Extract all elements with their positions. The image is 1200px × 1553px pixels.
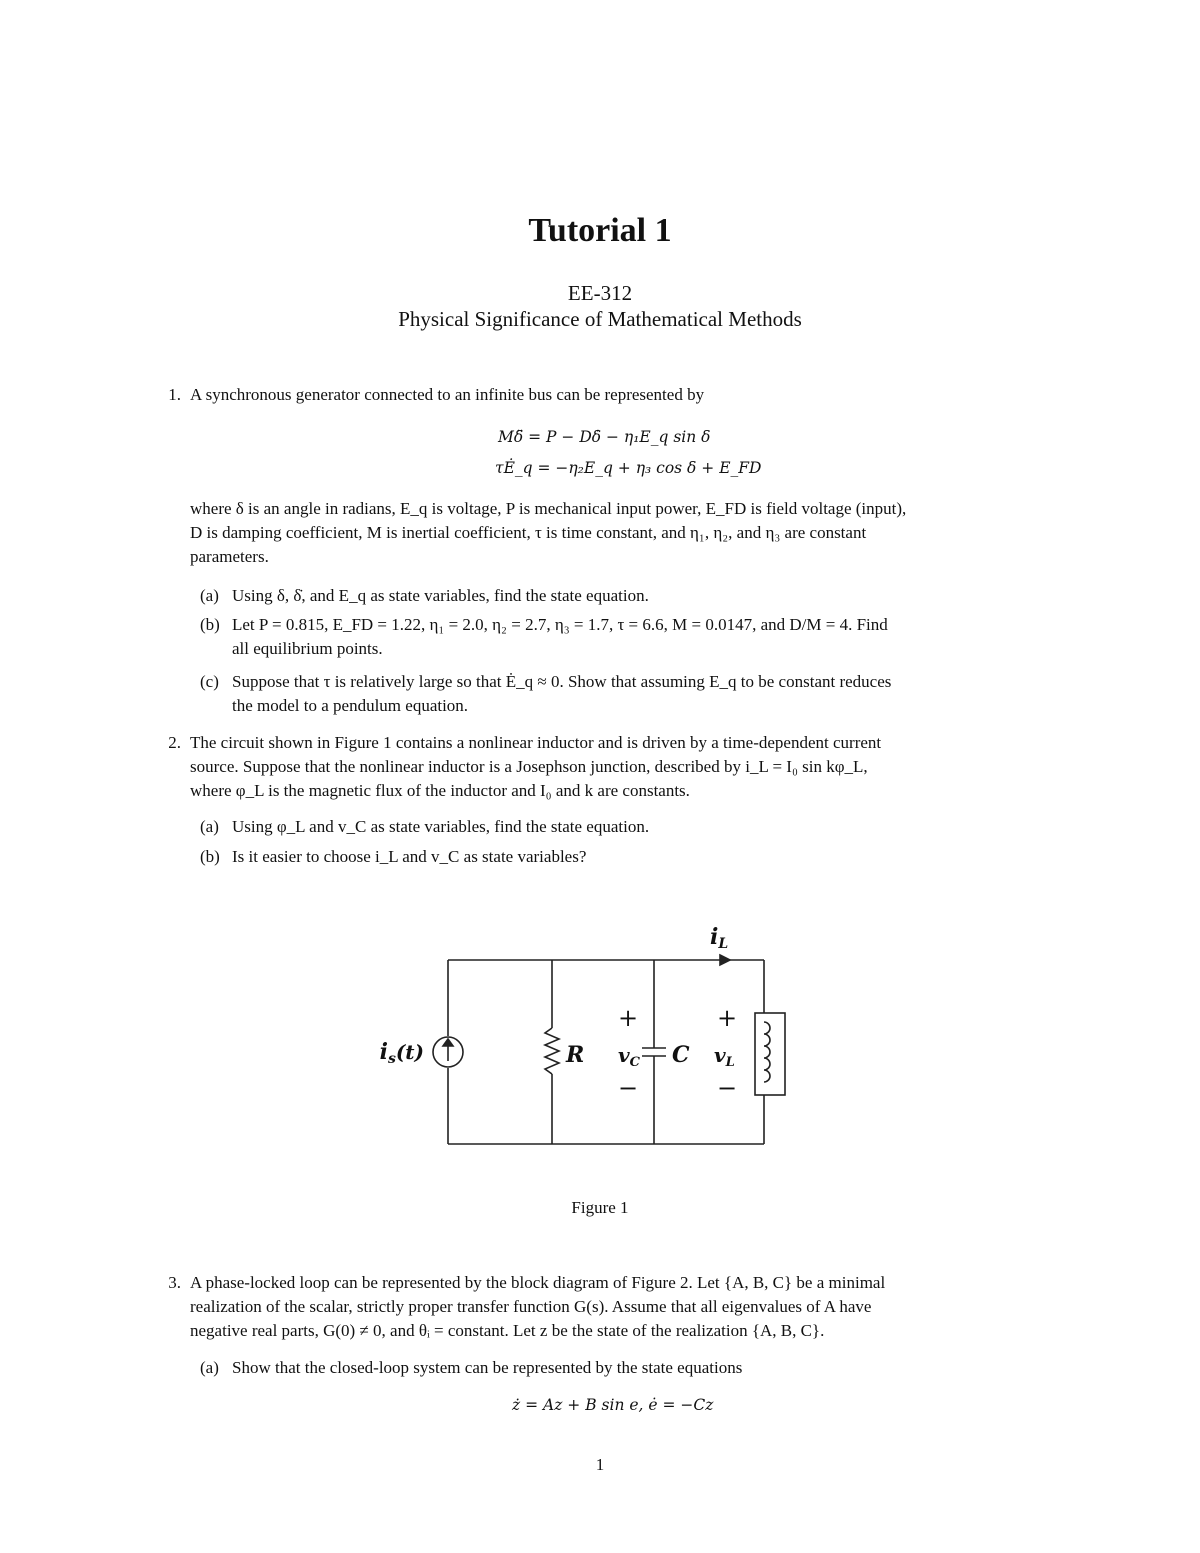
problem-1c-line-2: the model to a pendulum equation.	[232, 696, 469, 715]
problem-1b-line-2: all equilibrium points.	[232, 639, 383, 658]
problem-1b-label: (b)	[200, 615, 220, 634]
problem-1-where-line-2: D is damping coefficient, M is inertial coefficient, τ is time constant, and η₁, η₂, and η₃ are constant	[190, 523, 867, 542]
problem-1-number: 1.	[168, 385, 181, 404]
problem-3-line-1: A phase-locked loop can be represented by the block diagram of Figure 2. Let {A, B, C} be a minimal	[190, 1273, 886, 1292]
problem-2-line-2: source. Suppose that the nonlinear inductor is a Josephson junction, described by i_L = I₀ sin kφ_L,	[190, 757, 868, 776]
problem-2b-label: (b)	[200, 847, 220, 866]
ind-plus-sign: +	[716, 1004, 738, 1032]
current-arrow-head	[720, 955, 730, 965]
problem-1b-line-1: Let P = 0.815, E_FD = 1.22, η₁ = 2.0, η₂ = 2.7, η₃ = 1.7, τ = 6.6, M = 0.0147, and D/M = 4. Find	[232, 615, 888, 634]
course-code: EE-312	[567, 281, 633, 305]
capacitor-label: C	[672, 1042, 690, 1068]
circuit-diagram	[370, 918, 810, 1158]
cap-plus-sign: +	[617, 1004, 639, 1032]
ind-voltage-label: $v_L$	[714, 1043, 735, 1070]
cap-voltage-label: $v_C$	[618, 1043, 640, 1070]
problem-2-line-3: where φ_L is the magnetic flux of the inductor and I₀ and k are constants.	[190, 781, 690, 800]
problem-1c-label: (c)	[200, 672, 219, 691]
problem-3-line-3: negative real parts, G(0) ≠ 0, and θᵢ = constant. Let z be the state of the realization {A, B, C}.	[190, 1321, 825, 1340]
source-label: is(t)	[379, 1039, 424, 1067]
problem-3a-text: Show that the closed-loop system can be represented by the state equations	[232, 1358, 743, 1377]
problem-1-where-line-1: where δ is an angle in radians, E_q is voltage, P is mechanical input power, E_FD is field voltage (input),	[190, 499, 907, 518]
problem-3-line-2: realization of the scalar, strictly proper transfer function G(s). Assume that all eigenvalues of A have	[190, 1297, 872, 1316]
figure-1-caption: Figure 1	[571, 1198, 629, 1217]
problem-2-line-1: The circuit shown in Figure 1 contains a nonlinear inductor and is driven by a time-dependent current	[190, 733, 882, 752]
page-number: 1	[595, 1455, 605, 1474]
page-title: Tutorial 1	[528, 212, 672, 249]
problem-3-state-equations: ż = Az + B sin e, ė = −Cz	[512, 1396, 714, 1414]
problem-1-intro: A synchronous generator connected to an infinite bus can be represented by	[190, 385, 705, 404]
problem-1a-label: (a)	[200, 586, 219, 605]
problem-2a-label: (a)	[200, 817, 219, 836]
problem-3-number: 3.	[168, 1273, 181, 1292]
cap-minus-sign: −	[617, 1074, 639, 1102]
resistor-symbol	[545, 1028, 559, 1074]
resistor-label: R	[566, 1042, 585, 1068]
ind-minus-sign: −	[716, 1074, 738, 1102]
problem-1-equation-1: Mδ̈ = P − Dδ̇ − η₁E_q sin δ	[498, 428, 711, 446]
source-arrow-head	[443, 1039, 453, 1046]
inductor-current-label: iL	[710, 924, 729, 952]
page-subtitle: Physical Significance of Mathematical Methods	[398, 307, 802, 331]
problem-3a-label: (a)	[200, 1358, 219, 1377]
problem-1a-text: Using δ, δ̇, and E_q as state variables, find the state equation.	[232, 586, 649, 605]
problem-2b-text: Is it easier to choose i_L and v_C as state variables?	[232, 847, 587, 866]
figure-1-circuit	[370, 918, 810, 1158]
problem-1-equation-2: τĖ_q = −η₂E_q + η₃ cos δ + E_FD	[495, 459, 762, 477]
problem-2a-text: Using φ_L and v_C as state variables, find the state equation.	[232, 817, 650, 836]
problem-1c-line-1: Suppose that τ is relatively large so that Ė_q ≈ 0. Show that assuming E_q to be constant reduces	[232, 672, 892, 691]
problem-2-number: 2.	[168, 733, 181, 752]
problem-1-where-line-3: parameters.	[190, 547, 269, 566]
inductor-coil	[764, 1022, 770, 1082]
